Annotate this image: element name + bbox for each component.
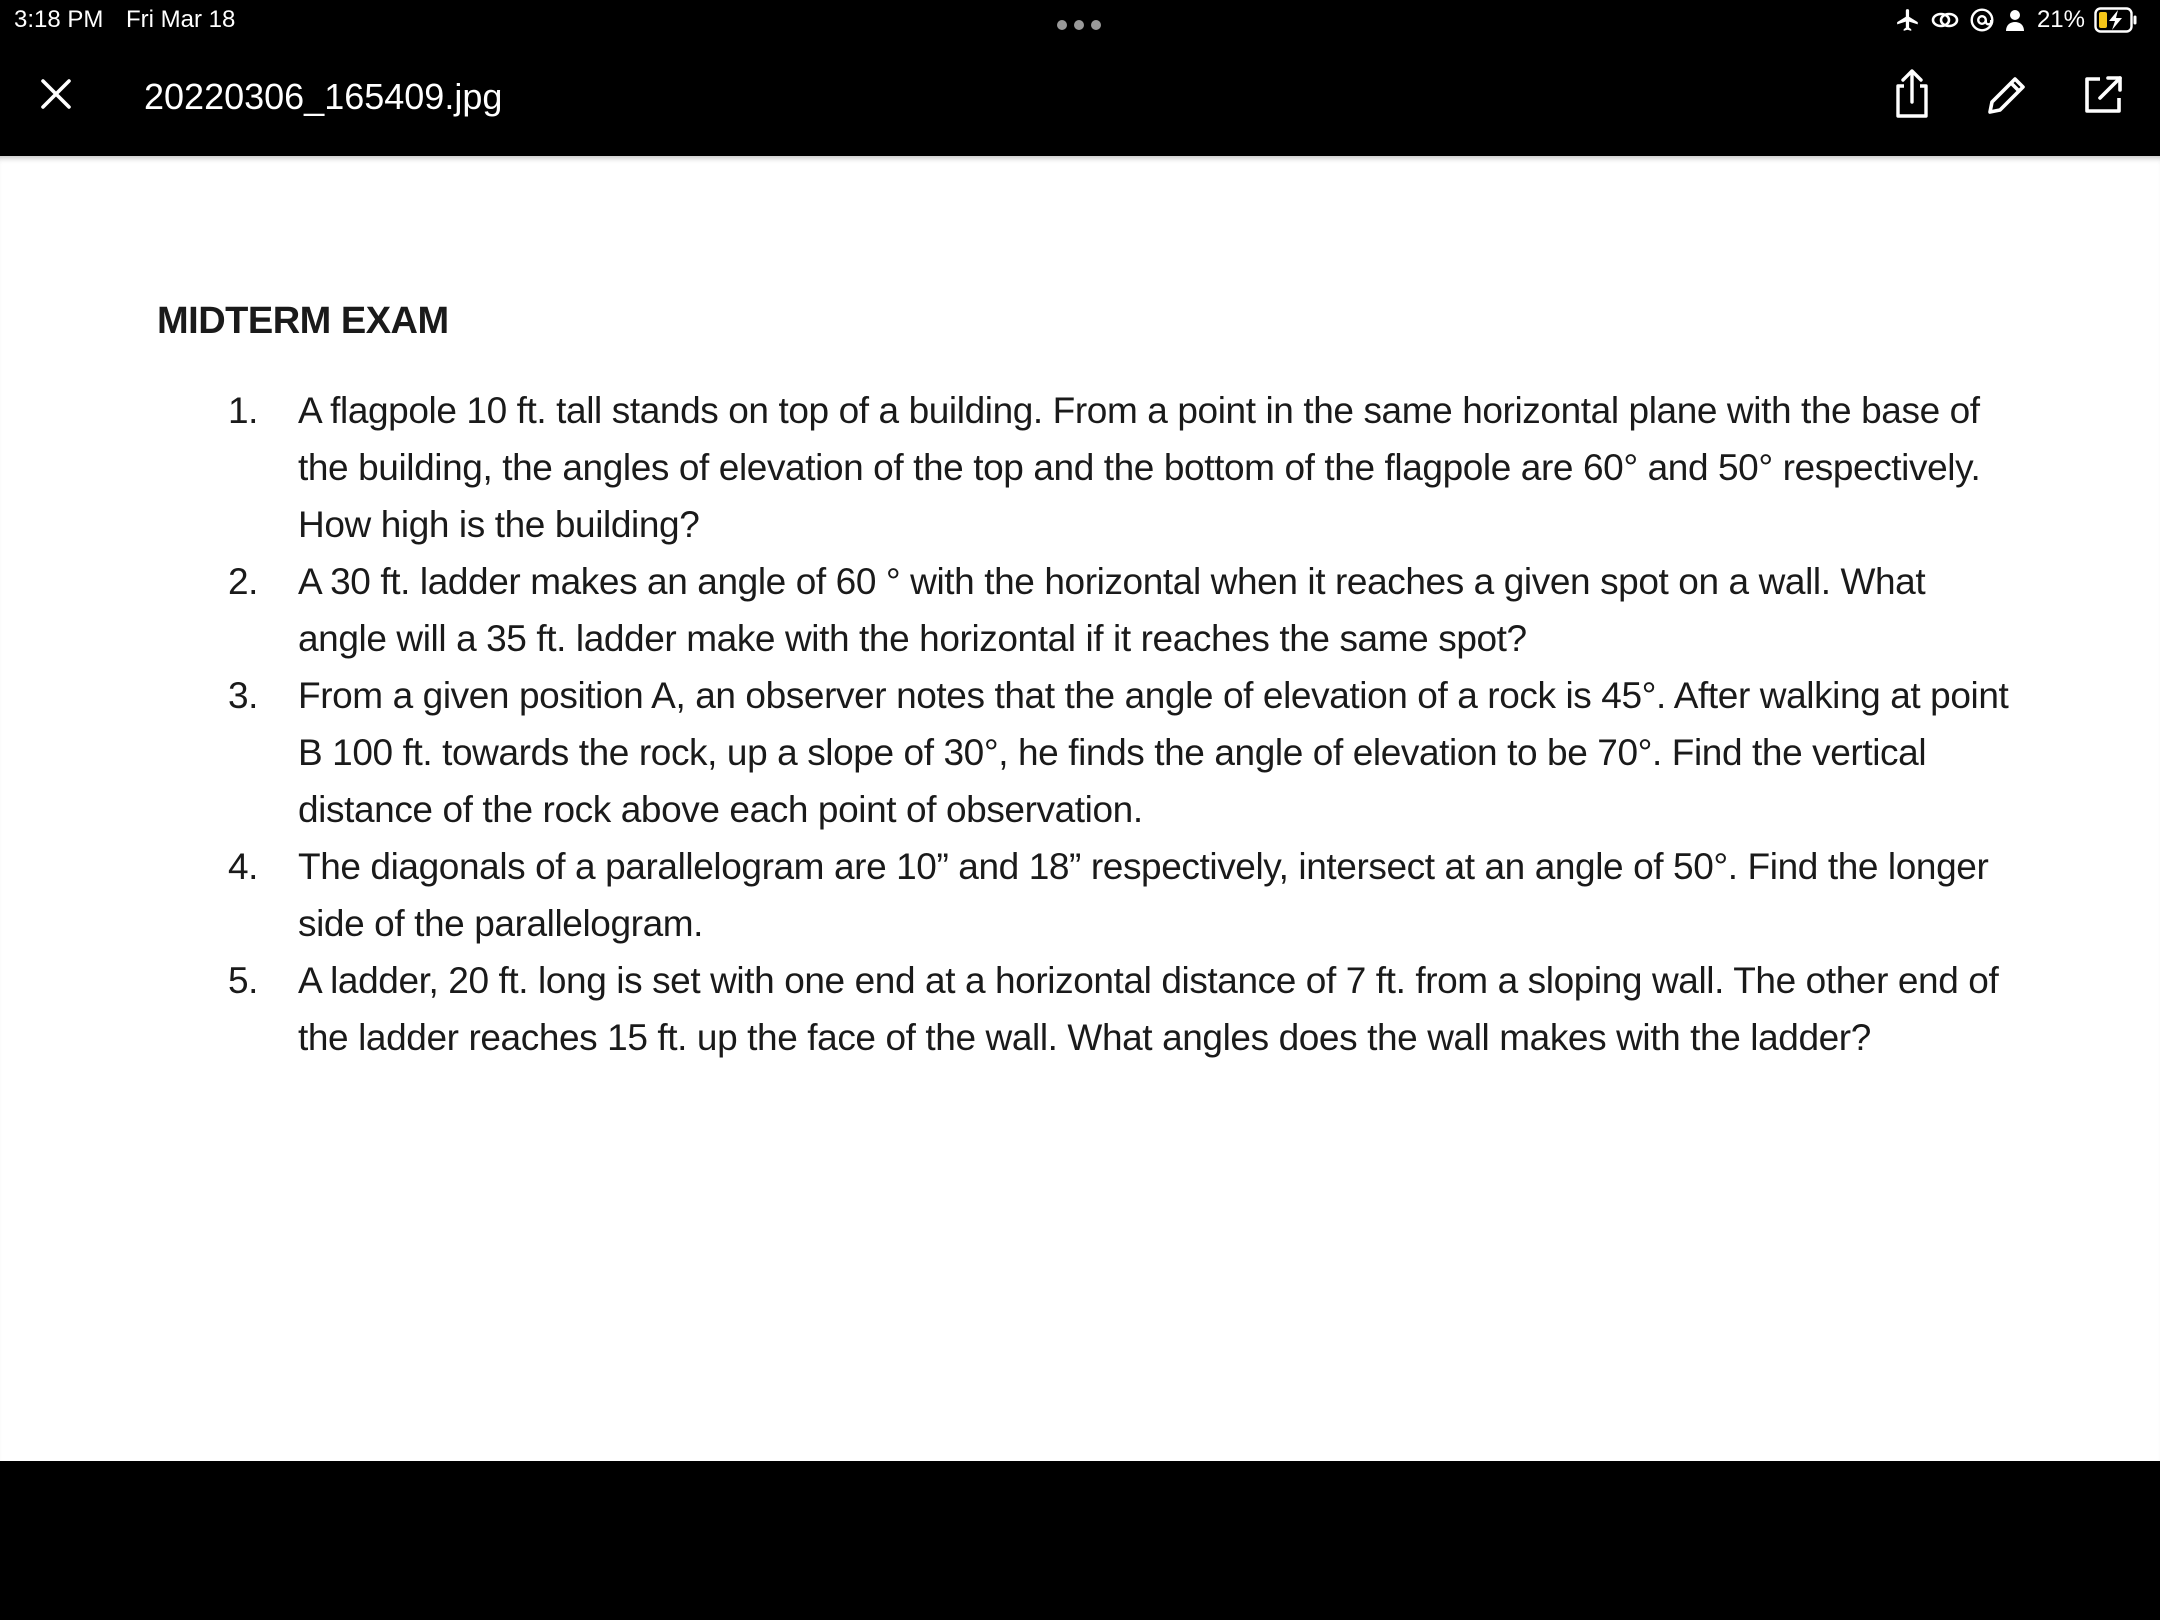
question-item [224,667,2014,838]
question-list [224,382,2014,1066]
dot-icon [1091,20,1101,30]
document-image[interactable] [0,156,2160,1461]
question-text: A ladder, 20 ft. long is set with one end at a horizontal distance of 7 ft. from a sloping wall. The other end of the ladder reaches 15 ft. up the face of the wall. What angles does the wall makes with the ladder? [298,960,1999,1058]
question-item [224,553,2014,667]
question-text: From a given position A, an observer notes that the angle of elevation of a rock is 45°. After walking at point B 100 ft. towards the rock, up a slope of 30°, he finds the angle of elevation to be 70°. Find the vertical distance of the rock above each point of observation. [298,675,2009,830]
at-sign-icon [1969,7,1995,33]
file-name: 20220306_165409.jpg [144,76,503,117]
status-time: 3:18 PM [14,6,104,33]
question-text: A 30 ft. ladder makes an angle of 60 ° with the horizontal when it reaches a given spot on a wall. What angle will a 35 ft. ladder make with the horizontal if it reaches the same spot? [298,561,1926,659]
question-item [224,952,2014,1066]
pencil-icon[interactable] [1986,74,2028,116]
status-bar [0,0,2160,40]
open-external-icon[interactable] [2082,74,2124,116]
link-icon [1930,8,1960,32]
battery-charging-icon [2094,7,2138,33]
person-icon [2004,8,2026,32]
airplane-icon [1895,7,1921,33]
question-item [224,838,2014,952]
battery-percentage: 21% [2036,6,2085,33]
question-number: 1. [228,390,259,431]
dot-icon [1074,20,1084,30]
question-number: 4. [228,846,259,887]
multitasking-menu-button[interactable] [1057,20,1101,30]
question-number: 3. [228,675,259,716]
status-indicators [1895,5,2138,35]
viewer-toolbar [0,40,2160,156]
viewer-background [0,1461,2160,1620]
document-title: MIDTERM EXAM [157,300,449,342]
share-icon[interactable] [1890,68,1934,120]
question-text: The diagonals of a parallelogram are 10” and 18” respectively, intersect at an angle of 50°. Find the longer side of the parallelogram. [298,846,1989,944]
question-number: 5. [228,960,259,1001]
dot-icon [1057,20,1067,30]
question-number: 2. [228,561,259,602]
question-item [224,382,2014,553]
close-icon[interactable] [36,74,76,114]
status-date: Fri Mar 18 [126,6,236,33]
question-text: A flagpole 10 ft. tall stands on top of a building. From a point in the same horizontal plane with the base of the building, the angles of elevation of the top and the bottom of the flagpole are 60° and 50° respectively. How high is the building? [298,390,1981,545]
